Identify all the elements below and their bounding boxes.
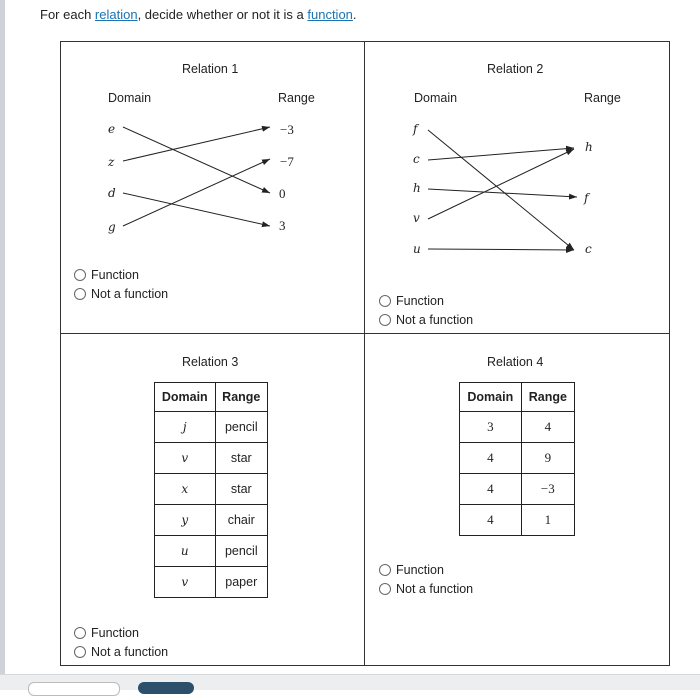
relation1-domain-item: g [108, 220, 116, 234]
relation2-domain-item: v [413, 211, 420, 225]
table-header: Domain [460, 383, 522, 412]
radio-icon[interactable] [379, 583, 391, 595]
relation2-domain-item: u [413, 242, 421, 256]
relation2-range-item: c [585, 242, 592, 256]
relation2-domain-item: f [413, 122, 418, 136]
relation1-range-label: Range [278, 91, 315, 105]
relation1-range-item: 3 [279, 218, 286, 233]
option-label: Function [91, 626, 139, 640]
instruction-suffix: . [352, 7, 357, 22]
table-row [155, 567, 268, 598]
relation2-arrow [428, 149, 574, 219]
option-label: Function [396, 294, 444, 308]
range-cell: pencil [215, 412, 267, 443]
domain-cell: 3 [460, 412, 522, 443]
relation1-range-item: 0 [279, 186, 286, 201]
table-row [155, 505, 268, 536]
table-row [155, 474, 268, 505]
radio-icon[interactable] [74, 627, 86, 639]
secondary-button[interactable] [28, 682, 120, 696]
domain-cell: 4 [460, 505, 522, 536]
range-cell: star [215, 443, 267, 474]
relation3-not-function-option[interactable] [74, 645, 168, 659]
table-row [155, 536, 268, 567]
relation1-arrow [123, 159, 270, 226]
radio-icon[interactable] [74, 269, 86, 281]
relation1-arrow [123, 193, 270, 226]
range-cell: paper [215, 567, 267, 598]
range-cell: 4 [521, 412, 574, 443]
domain-cell: 4 [460, 474, 522, 505]
option-label: Not a function [91, 645, 169, 659]
relation2-range-item: h [585, 140, 593, 154]
domain-cell: v [155, 443, 216, 474]
relation3-function-option[interactable] [74, 626, 139, 640]
relation2-range-label: Range [584, 91, 621, 105]
table-row [155, 412, 268, 443]
table-row [460, 443, 575, 474]
relation2-domain-item: c [413, 152, 420, 166]
relation3-table [154, 382, 268, 598]
radio-icon[interactable] [379, 295, 391, 307]
relation2-domain-item: h [413, 181, 421, 195]
range-cell: 9 [521, 443, 574, 474]
range-cell: star [215, 474, 267, 505]
relation4-function-option[interactable] [379, 563, 444, 577]
relation2-function-option[interactable] [379, 294, 444, 308]
table-header: Domain [155, 383, 216, 412]
relation1-function-option[interactable] [74, 268, 139, 282]
relation1-title: Relation 1 [182, 62, 239, 76]
table-row [460, 505, 575, 536]
domain-cell: y [155, 505, 216, 536]
relation1-not-function-option[interactable] [74, 287, 168, 301]
relation2-range-item: f [584, 191, 589, 205]
relation-link[interactable]: relation [94, 7, 138, 22]
relation1-range-item: −7 [280, 154, 294, 169]
primary-button[interactable] [138, 682, 194, 694]
relation2-arrow [428, 249, 574, 250]
radio-icon[interactable] [74, 646, 86, 658]
relation1-domain-item: d [108, 186, 116, 200]
range-cell: −3 [521, 474, 574, 505]
relation2-arrow [428, 148, 574, 160]
table-row [460, 474, 575, 505]
relation1-domain-item: z [108, 155, 115, 169]
relation2-not-function-option[interactable] [379, 313, 473, 327]
range-cell: chair [215, 505, 267, 536]
relation1-arrow [123, 127, 270, 193]
domain-cell: 4 [460, 443, 522, 474]
option-label: Function [91, 268, 139, 282]
relation4-title: Relation 4 [487, 355, 544, 369]
range-cell: 1 [521, 505, 574, 536]
radio-icon[interactable] [379, 314, 391, 326]
table-row [155, 443, 268, 474]
relation1-domain-item: e [108, 122, 116, 136]
relation1-arrow [123, 127, 270, 161]
domain-cell: j [155, 412, 216, 443]
range-cell: pencil [215, 536, 267, 567]
option-label: Function [396, 563, 444, 577]
table-header: Range [215, 383, 267, 412]
radio-icon[interactable] [379, 564, 391, 576]
table-header: Range [521, 383, 574, 412]
option-label: Not a function [91, 287, 169, 301]
relation4-not-function-option[interactable] [379, 582, 473, 596]
relation2-domain-label: Domain [414, 91, 458, 105]
instruction-prefix: For each [40, 7, 95, 22]
relation2-arrow [428, 189, 577, 197]
function-link[interactable]: function [307, 7, 353, 22]
domain-cell: u [155, 536, 216, 567]
radio-icon[interactable] [74, 288, 86, 300]
table-row [460, 412, 575, 443]
relation4-table [459, 382, 575, 536]
option-label: Not a function [396, 313, 474, 327]
option-label: Not a function [396, 582, 474, 596]
relation1-range-item: −3 [280, 122, 294, 137]
relation1-domain-label: Domain [108, 91, 152, 105]
domain-cell: v [155, 567, 216, 598]
relation2-title: Relation 2 [487, 62, 544, 76]
instruction-middle: , decide whether or not it is a [137, 7, 308, 22]
domain-cell: x [155, 474, 216, 505]
relation3-title: Relation 3 [182, 355, 239, 369]
